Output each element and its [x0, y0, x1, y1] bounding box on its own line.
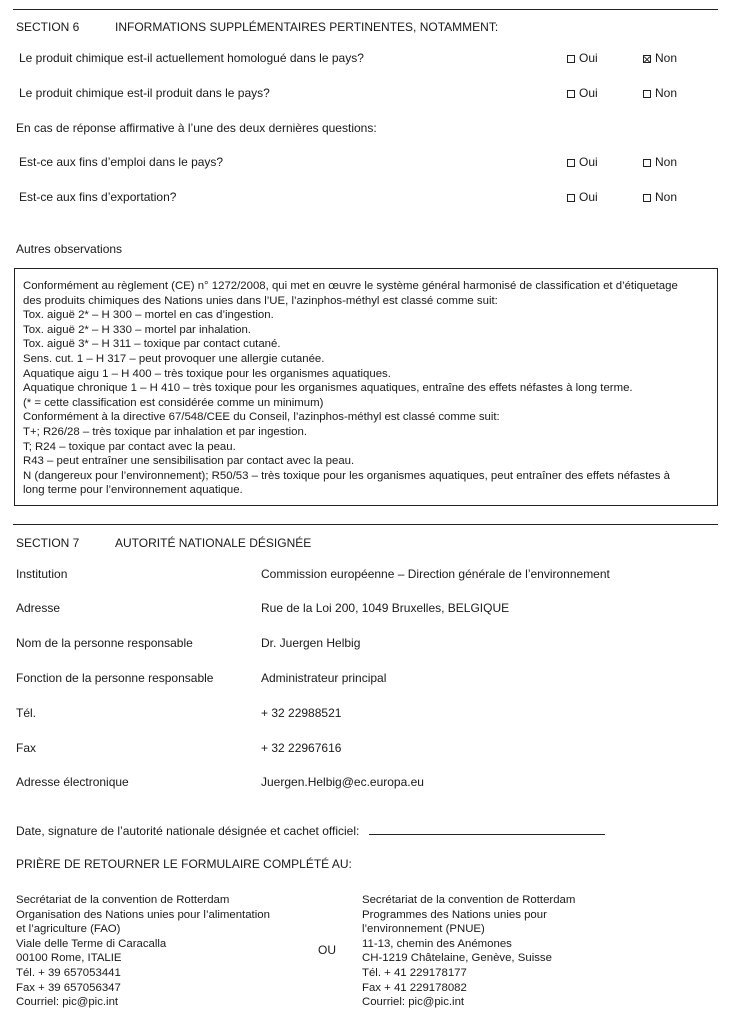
- observations-box: [14, 268, 718, 506]
- observation-line: Conformément à la directive 67/548/CEE du Conseil, l’azinphos-méthyl est classé comme suit:: [23, 411, 500, 424]
- checkbox-domestic-non[interactable]: [643, 155, 677, 169]
- checkbox-domestic-oui[interactable]: [567, 155, 598, 169]
- checkbox-produced-oui[interactable]: [567, 86, 598, 100]
- observation-line: T; R24 – toxique par contact avec la peau.: [23, 440, 236, 453]
- address-line: Tél. + 39 657053441: [16, 966, 121, 979]
- section7-number: SECTION 7: [16, 536, 80, 550]
- observation-line: (* = cette classification est considérée comme un minimum): [23, 396, 324, 409]
- checkbox-box[interactable]: [567, 55, 575, 63]
- address-line: Courriel: pic@pic.int: [362, 996, 465, 1009]
- checkbox-export-oui[interactable]: [567, 190, 598, 204]
- checkbox-box[interactable]: [567, 90, 575, 98]
- phone-value: + 32 22988521: [261, 706, 342, 720]
- checkbox-box[interactable]: [643, 159, 651, 167]
- checkbox-label: Oui: [579, 51, 598, 65]
- address-line: l’environnement (PNUE): [362, 923, 485, 936]
- address-line: Courriel: pic@pic.int: [16, 996, 119, 1009]
- address-line: 11-13, chemin des Anémones: [362, 937, 512, 950]
- checkbox-produced-non[interactable]: [643, 86, 677, 100]
- email-value: Juergen.Helbig@ec.europa.eu: [261, 775, 424, 789]
- checkbox-registered-oui[interactable]: [567, 51, 598, 65]
- address-line: Fax + 41 229178082: [362, 981, 467, 994]
- section6-title: INFORMATIONS SUPPLÉMENTAIRES PERTINENTES, NOTAMMENT:: [115, 20, 499, 34]
- responsible-name-value: Dr. Juergen Helbig: [261, 636, 361, 650]
- observation-line: Sens. cut. 1 – H 317 – peut provoquer une allergie cutanée.: [23, 352, 325, 365]
- address-line: Tél. + 41 229178177: [362, 966, 467, 979]
- observation-line: N (dangereux pour l’environnement); R50/53 – très toxique pour les organismes aquatiques, peut entraîner des effets néfastes à: [23, 469, 670, 482]
- observation-line: des produits chimiques des Nations unies dans l’UE, l’azinphos-méthyl est classé comme suit:: [23, 294, 498, 307]
- institution-value: Commission européenne – Direction générale de l’environnement: [261, 567, 610, 581]
- address-line: Viale delle Terme di Caracalla: [16, 937, 167, 950]
- section6-number: SECTION 6: [16, 20, 80, 34]
- top-rule: [13, 9, 718, 10]
- checkbox-registered-non[interactable]: [643, 51, 677, 65]
- address-line: Secrétariat de la convention de Rotterdam: [362, 894, 576, 906]
- question-domestic-use: Est-ce aux fins d’emploi dans le pays?: [19, 155, 224, 169]
- responsible-name-label: Nom de la personne responsable: [16, 636, 193, 650]
- address-line: Secrétariat de la convention de Rotterdam: [16, 894, 230, 906]
- observation-line: Aquatique aigu 1 – H 400 – très toxique pour les organismes aquatiques.: [23, 367, 391, 380]
- checkbox-label: Oui: [579, 155, 598, 169]
- responsible-function-label: Fonction de la personne responsable: [16, 671, 214, 685]
- fax-label: Fax: [16, 741, 37, 755]
- observation-line: long terme pour l’environnement aquatique.: [23, 484, 243, 497]
- checkbox-label: Oui: [579, 190, 598, 204]
- address-fao: [16, 893, 270, 1010]
- observation-line: Conformément au règlement (CE) n° 1272/2008, qui met en œuvre le système général harmonisé de classification et d’étiquetage: [23, 280, 678, 292]
- address-line: Programmes des Nations unies pour: [362, 908, 547, 921]
- observation-line: R43 – peut entraîner une sensibilisation par contact avec la peau.: [23, 455, 355, 468]
- observation-line: Tox. aiguë 2* – H 300 – mortel en cas d’ingestion.: [23, 309, 274, 322]
- address-line: Fax + 39 657056347: [16, 981, 121, 994]
- responsible-function-value: Administrateur principal: [261, 671, 387, 685]
- return-instruction: PRIÈRE DE RETOURNER LE FORMULAIRE COMPLÉTÉ AU:: [16, 857, 352, 871]
- checkbox-label: Non: [655, 190, 678, 204]
- checkbox-box[interactable]: [643, 194, 651, 202]
- section7-rule: [13, 524, 718, 525]
- phone-label: Tél.: [16, 706, 37, 720]
- conditional-intro: En cas de réponse affirmative à l’une des deux dernières questions:: [16, 121, 377, 135]
- address-line: 00100 Rome, ITALIE: [16, 952, 122, 965]
- observation-line: T+; R26/28 – très toxique par inhalation et par ingestion.: [23, 425, 307, 438]
- checkbox-box[interactable]: [567, 194, 575, 202]
- observation-line: Tox. aiguë 2* – H 330 – mortel par inhalation.: [23, 323, 251, 336]
- observation-line: Tox. aiguë 3* – H 311 – toxique par contact cutané.: [23, 338, 281, 351]
- or-separator: OU: [318, 943, 336, 957]
- checkbox-box-checked[interactable]: [643, 55, 651, 63]
- fax-value: + 32 22967616: [261, 741, 342, 755]
- other-observations-label: Autres observations: [16, 242, 123, 256]
- question-registered: Le produit chimique est-il actuellement homologué dans le pays?: [19, 51, 364, 65]
- address-unep: [362, 893, 575, 1010]
- observation-line: Aquatique chronique 1 – H 410 – très toxique pour les organismes aquatiques, entraîne des effets néfastes à long terme.: [23, 382, 633, 395]
- address-value: Rue de la Loi 200, 1049 Bruxelles, BELGIQUE: [261, 601, 510, 615]
- checkbox-label: Non: [655, 51, 678, 65]
- email-label: Adresse électronique: [16, 775, 129, 789]
- signature-line[interactable]: [369, 834, 605, 835]
- address-label: Adresse: [16, 601, 61, 615]
- checkbox-label: Oui: [579, 86, 598, 100]
- address-line: CH-1219 Châtelaine, Genève, Suisse: [362, 952, 552, 965]
- checkbox-export-non[interactable]: [643, 190, 677, 204]
- question-produced: Le produit chimique est-il produit dans le pays?: [19, 86, 270, 100]
- checkbox-label: Non: [655, 155, 678, 169]
- address-line: et l’agriculture (FAO): [16, 923, 121, 936]
- question-export: Est-ce aux fins d’exportation?: [19, 190, 177, 204]
- checkbox-label: Non: [655, 86, 678, 100]
- checkbox-box[interactable]: [643, 90, 651, 98]
- section7-title: AUTORITÉ NATIONALE DÉSIGNÉE: [115, 536, 312, 550]
- institution-label: Institution: [16, 567, 68, 581]
- checkbox-box[interactable]: [567, 159, 575, 167]
- address-line: Organisation des Nations unies pour l’alimentation: [16, 908, 270, 921]
- signature-label: Date, signature de l’autorité nationale désignée et cachet officiel:: [16, 824, 360, 838]
